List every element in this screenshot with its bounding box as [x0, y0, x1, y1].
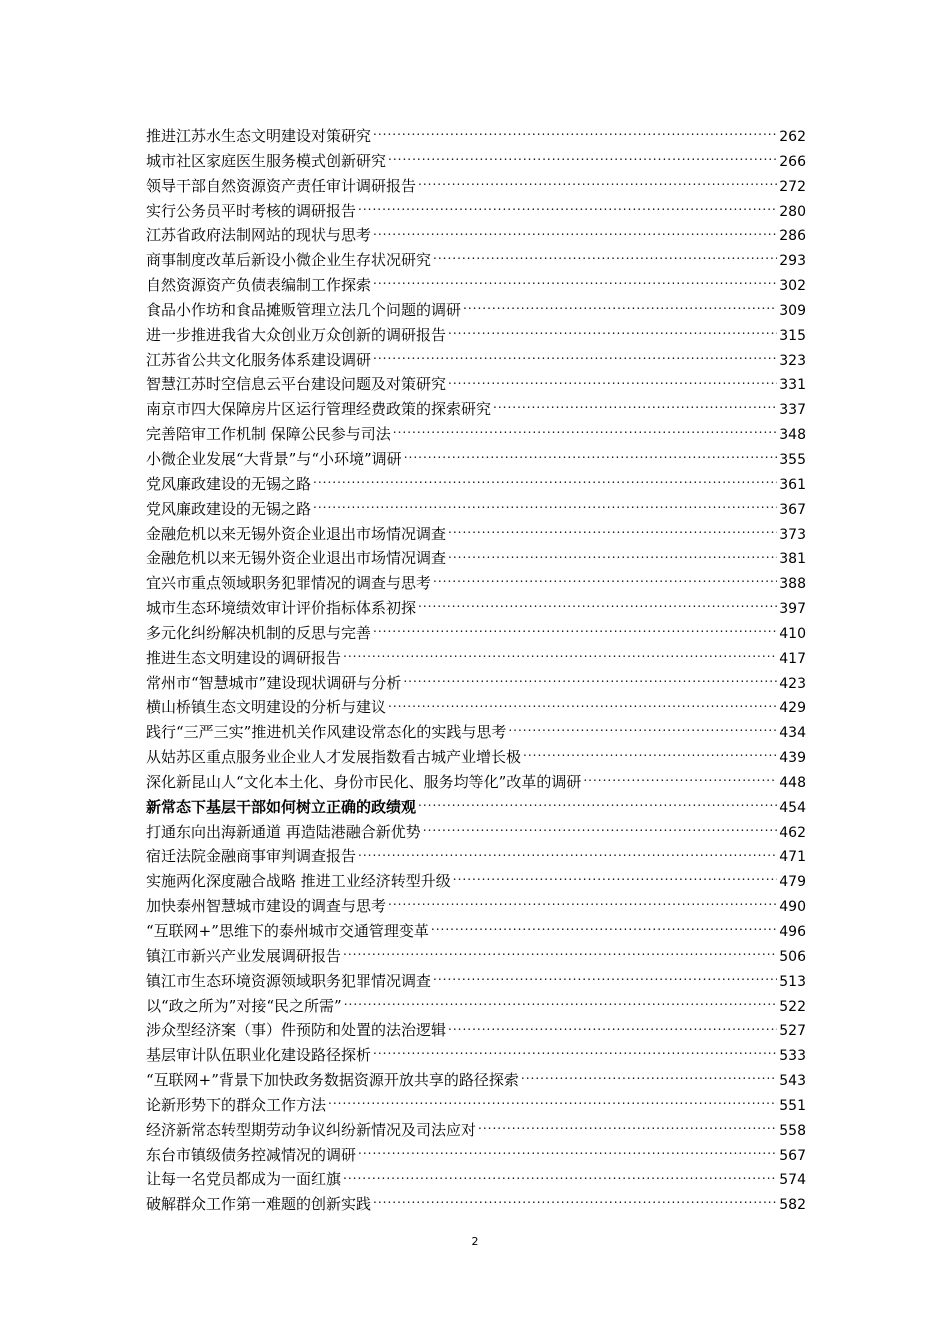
toc-leader-dots	[373, 350, 777, 365]
toc-entry-title: 破解群众工作第一难题的创新实践	[146, 1195, 372, 1214]
toc-entry[interactable]	[146, 621, 806, 646]
toc-leader-dots	[431, 921, 777, 936]
toc-leader-dots	[373, 275, 777, 290]
toc-entry-title: 城市社区家庭医生服务模式创新研究	[146, 151, 387, 170]
toc-entry-page: 286	[779, 228, 806, 245]
toc-leader-dots	[433, 573, 777, 588]
toc-entry-title: “互联网+”思维下的泰州城市交通管理变革	[146, 922, 429, 940]
toc-entry[interactable]	[146, 596, 806, 621]
toc-entry-page: 527	[779, 1023, 806, 1040]
toc-leader-dots	[448, 374, 777, 389]
toc-entry-page: 410	[779, 625, 806, 642]
toc-entry-title: 横山桥镇生态文明建设的分析与建议	[146, 698, 387, 717]
toc-entry[interactable]	[146, 1093, 806, 1118]
toc-entry-page: 462	[779, 824, 806, 841]
toc-entry-title: 城市生态环境绩效审计评价指标体系初探	[146, 599, 417, 618]
toc-entry-page: 266	[779, 153, 806, 170]
toc-entry[interactable]	[146, 869, 806, 894]
toc-entry-title: 小微企业发展“大背景”与“小环境”调研	[146, 449, 402, 468]
toc-entry[interactable]	[146, 671, 806, 696]
toc-leader-dots	[373, 225, 777, 240]
toc-entry-page: 272	[779, 178, 806, 195]
toc-leader-dots	[343, 648, 777, 663]
toc-entry[interactable]	[146, 1143, 806, 1168]
toc-entry-title: 实行公务员平时考核的调研报告	[146, 201, 357, 220]
toc-entry-title: 食品小作坊和食品摊贩管理立法几个问题的调研	[146, 300, 462, 319]
toc-entry-title: 镇江市生态环境资源领域职务犯罪情况调查	[146, 971, 432, 990]
toc-entry-page: 388	[779, 576, 806, 593]
toc-entry-page: 367	[779, 501, 806, 518]
toc-entry[interactable]	[146, 149, 806, 174]
toc-entry-page: 439	[779, 750, 806, 767]
toc-entry-page: 331	[779, 377, 806, 394]
toc-entry-page: 448	[779, 774, 806, 791]
toc-entry-page: 429	[779, 700, 806, 717]
toc-entry-page: 417	[779, 650, 806, 667]
toc-leader-dots	[521, 1070, 777, 1085]
toc-leader-dots	[373, 623, 777, 638]
toc-entry-page: 471	[779, 849, 806, 866]
toc-entry[interactable]	[146, 372, 806, 397]
toc-entry-page: 543	[779, 1073, 806, 1090]
toc-entry-page: 280	[779, 203, 806, 220]
toc-entry[interactable]	[146, 695, 806, 720]
toc-entry-page: 309	[779, 302, 806, 319]
toc-entry[interactable]	[146, 770, 806, 795]
toc-entry-title: 从姑苏区重点服务业企业人才发展指数看古城产业增长极	[146, 748, 522, 767]
toc-leader-dots	[358, 846, 777, 861]
toc-entry[interactable]	[146, 298, 806, 323]
toc-entry-title: 自然资源资产负债表编制工作探索	[146, 276, 372, 295]
toc-entry-page: 373	[779, 526, 806, 543]
toc-leader-dots	[418, 176, 777, 191]
toc-entry-page: 337	[779, 402, 806, 419]
toc-entry[interactable]	[146, 1068, 806, 1093]
toc-entry[interactable]	[146, 199, 806, 224]
toc-entry-title: 推进生态文明建设的调研报告	[146, 648, 342, 667]
toc-entry[interactable]	[146, 1192, 806, 1217]
toc-entry-page: 558	[779, 1122, 806, 1139]
toc-entry-page: 490	[779, 899, 806, 916]
toc-entry[interactable]	[146, 447, 806, 472]
toc-entry[interactable]	[146, 522, 806, 547]
toc-entry[interactable]	[146, 273, 806, 298]
toc-entry-title: 打通东向出海新通道 再造陆港融合新优势	[146, 822, 421, 841]
toc-entry[interactable]	[146, 1018, 806, 1043]
toc-entry-title: 宿迁法院金融商事审判调查报告	[146, 847, 357, 866]
toc-entry-title: 进一步推进我省大众创业万众创新的调研报告	[146, 325, 447, 344]
toc-entry[interactable]	[146, 223, 806, 248]
toc-entry[interactable]	[146, 994, 806, 1019]
toc-leader-dots	[388, 151, 777, 166]
toc-leader-dots	[508, 722, 777, 737]
toc-leader-dots	[583, 772, 777, 787]
toc-leader-dots	[433, 971, 777, 986]
toc-leader-dots	[344, 996, 778, 1011]
toc-entry[interactable]	[146, 124, 806, 149]
toc-entry[interactable]	[146, 348, 806, 373]
toc-entry[interactable]	[146, 646, 806, 671]
toc-entry-page: 315	[779, 327, 806, 344]
toc-leader-dots	[373, 1045, 777, 1060]
toc-leader-dots	[393, 424, 777, 439]
toc-leader-dots	[463, 300, 777, 315]
toc-entry[interactable]	[146, 472, 806, 497]
toc-entry-title: 领导干部自然资源资产责任审计调研报告	[146, 176, 417, 195]
toc-leader-dots	[448, 548, 777, 563]
toc-leader-dots	[388, 896, 777, 911]
toc-entry[interactable]	[146, 397, 806, 422]
toc-entry-page: 348	[779, 427, 806, 444]
toc-entry-title: 涉众型经济案（事）件预防和处置的法治逻辑	[146, 1021, 447, 1040]
toc-entry[interactable]	[146, 919, 806, 944]
toc-entry-page: 506	[779, 948, 806, 965]
toc-leader-dots	[358, 1145, 777, 1160]
toc-entry-page: 582	[779, 1197, 806, 1214]
toc-entry-page: 551	[779, 1097, 806, 1114]
toc-entry-page: 323	[779, 352, 806, 369]
toc-entry-title: 完善陪审工作机制 保障公民参与司法	[146, 425, 391, 444]
toc-leader-dots	[373, 1194, 777, 1209]
toc-entry[interactable]	[146, 844, 806, 869]
toc-entry-title: 江苏省公共文化服务体系建设调研	[146, 350, 372, 369]
toc-entry[interactable]	[146, 720, 806, 745]
toc-leader-dots	[423, 822, 777, 837]
toc-entry-page: 302	[779, 278, 806, 295]
toc-leader-dots	[313, 474, 777, 489]
toc-entry[interactable]	[146, 174, 806, 199]
toc-leader-dots	[418, 797, 777, 812]
toc-entry-title: 经济新常态转型期劳动争议纠纷新情况及司法应对	[146, 1120, 477, 1139]
toc-entry-title: 商事制度改革后新设小微企业生存状况研究	[146, 251, 432, 270]
toc-entry[interactable]	[146, 571, 806, 596]
toc-entry-page: 496	[779, 924, 806, 940]
toc-entry-title: 新常态下基层干部如何树立正确的政绩观	[146, 797, 417, 816]
toc-leader-dots	[493, 399, 777, 414]
toc-entry-page: 355	[779, 451, 806, 468]
toc-entry[interactable]	[146, 820, 806, 845]
toc-entry-title: 多元化纠纷解决机制的反思与完善	[146, 623, 372, 642]
toc-entry-title: 推进江苏水生态文明建设对策研究	[146, 127, 372, 145]
toc-entry-title: 加快泰州智慧城市建设的调查与思考	[146, 897, 387, 916]
toc-leader-dots	[448, 1020, 777, 1035]
toc-leader-dots	[358, 201, 777, 216]
toc-entry-page: 479	[779, 874, 806, 891]
toc-leader-dots	[328, 1095, 777, 1110]
toc-entry-title: 党风廉政建设的无锡之路	[146, 499, 312, 518]
toc-entry-title: 南京市四大保障房片区运行管理经费政策的探索研究	[146, 400, 492, 419]
toc-entry-title: 智慧江苏时空信息云平台建设问题及对策研究	[146, 375, 447, 394]
toc-entry-title: 让每一名党员都成为一面红旗	[146, 1170, 342, 1189]
toc-entry-title: 实施两化深度融合战略 推进工业经济转型升级	[146, 872, 451, 891]
toc-entry[interactable]	[146, 497, 806, 522]
toc-entry-title: 党风廉政建设的无锡之路	[146, 474, 312, 493]
toc-entry-page: 293	[779, 253, 806, 270]
toc-entry-title: 金融危机以来无锡外资企业退出市场情况调查	[146, 524, 447, 543]
toc-entry[interactable]	[146, 1118, 806, 1143]
toc-entry-title: 践行“三严三实”推进机关作风建设常态化的实践与思考	[146, 723, 507, 742]
toc-leader-dots	[403, 673, 777, 688]
toc-entry-title: 宜兴市重点领域职务犯罪情况的调查与思考	[146, 574, 432, 593]
toc-leader-dots	[448, 524, 777, 539]
toc-entry-page: 567	[779, 1147, 806, 1164]
toc-leader-dots	[313, 499, 777, 514]
toc-entry-page: 262	[779, 129, 806, 145]
toc-entry[interactable]	[146, 323, 806, 348]
toc-entry-title: 江苏省政府法制网站的现状与思考	[146, 226, 372, 245]
toc-leader-dots	[343, 1169, 777, 1184]
toc-entry-title: 金融危机以来无锡外资企业退出市场情况调查	[146, 549, 447, 568]
toc-entry-page: 397	[779, 601, 806, 618]
toc-leader-dots	[478, 1120, 777, 1135]
toc-entry-title: 东台市镇级债务控减情况的调研	[146, 1145, 357, 1164]
toc-entry-title: 镇江市新兴产业发展调研报告	[146, 946, 342, 965]
toc-entry-page: 522	[779, 998, 806, 1015]
toc-entry[interactable]	[146, 795, 806, 820]
toc-entry-title: 以“政之所为”对接“民之所需”	[146, 996, 342, 1015]
toc-entry[interactable]	[146, 944, 806, 969]
toc-leader-dots	[373, 126, 777, 141]
toc-entry[interactable]	[146, 745, 806, 770]
toc-entry[interactable]	[146, 969, 806, 994]
toc-leader-dots	[433, 250, 777, 265]
toc-leader-dots	[418, 598, 777, 613]
toc-entry-page: 381	[779, 551, 806, 568]
page-number: 2	[471, 1235, 479, 1248]
toc-entry-page: 513	[779, 973, 806, 990]
toc-entry-title: 深化新昆山人“文化本土化、身份市民化、服务均等化”改革的调研	[146, 772, 582, 791]
toc-entry[interactable]	[146, 422, 806, 447]
toc-entry[interactable]	[146, 1167, 806, 1192]
toc-entry-page: 434	[779, 725, 806, 742]
table-of-contents	[146, 124, 806, 1217]
toc-entry-page: 361	[779, 476, 806, 493]
toc-leader-dots	[523, 747, 777, 762]
toc-entry-title: 论新形势下的群众工作方法	[146, 1095, 327, 1114]
toc-entry-page: 423	[779, 675, 806, 692]
toc-entry-page: 454	[779, 799, 806, 816]
toc-leader-dots	[343, 946, 777, 961]
toc-leader-dots	[453, 871, 777, 886]
toc-entry[interactable]	[146, 894, 806, 919]
toc-entry-page: 533	[779, 1048, 806, 1065]
toc-entry[interactable]	[146, 546, 806, 571]
toc-leader-dots	[448, 325, 777, 340]
toc-leader-dots	[388, 697, 777, 712]
toc-entry-page: 574	[779, 1172, 806, 1189]
toc-entry[interactable]	[146, 248, 806, 273]
toc-entry-title: 常州市“智慧城市”建设现状调研与分析	[146, 673, 402, 692]
toc-leader-dots	[404, 449, 778, 464]
toc-entry[interactable]	[146, 1043, 806, 1068]
toc-entry-title: “互联网+”背景下加快政务数据资源开放共享的路径探索	[146, 1071, 519, 1090]
toc-entry-title: 基层审计队伍职业化建设路径探析	[146, 1046, 372, 1065]
